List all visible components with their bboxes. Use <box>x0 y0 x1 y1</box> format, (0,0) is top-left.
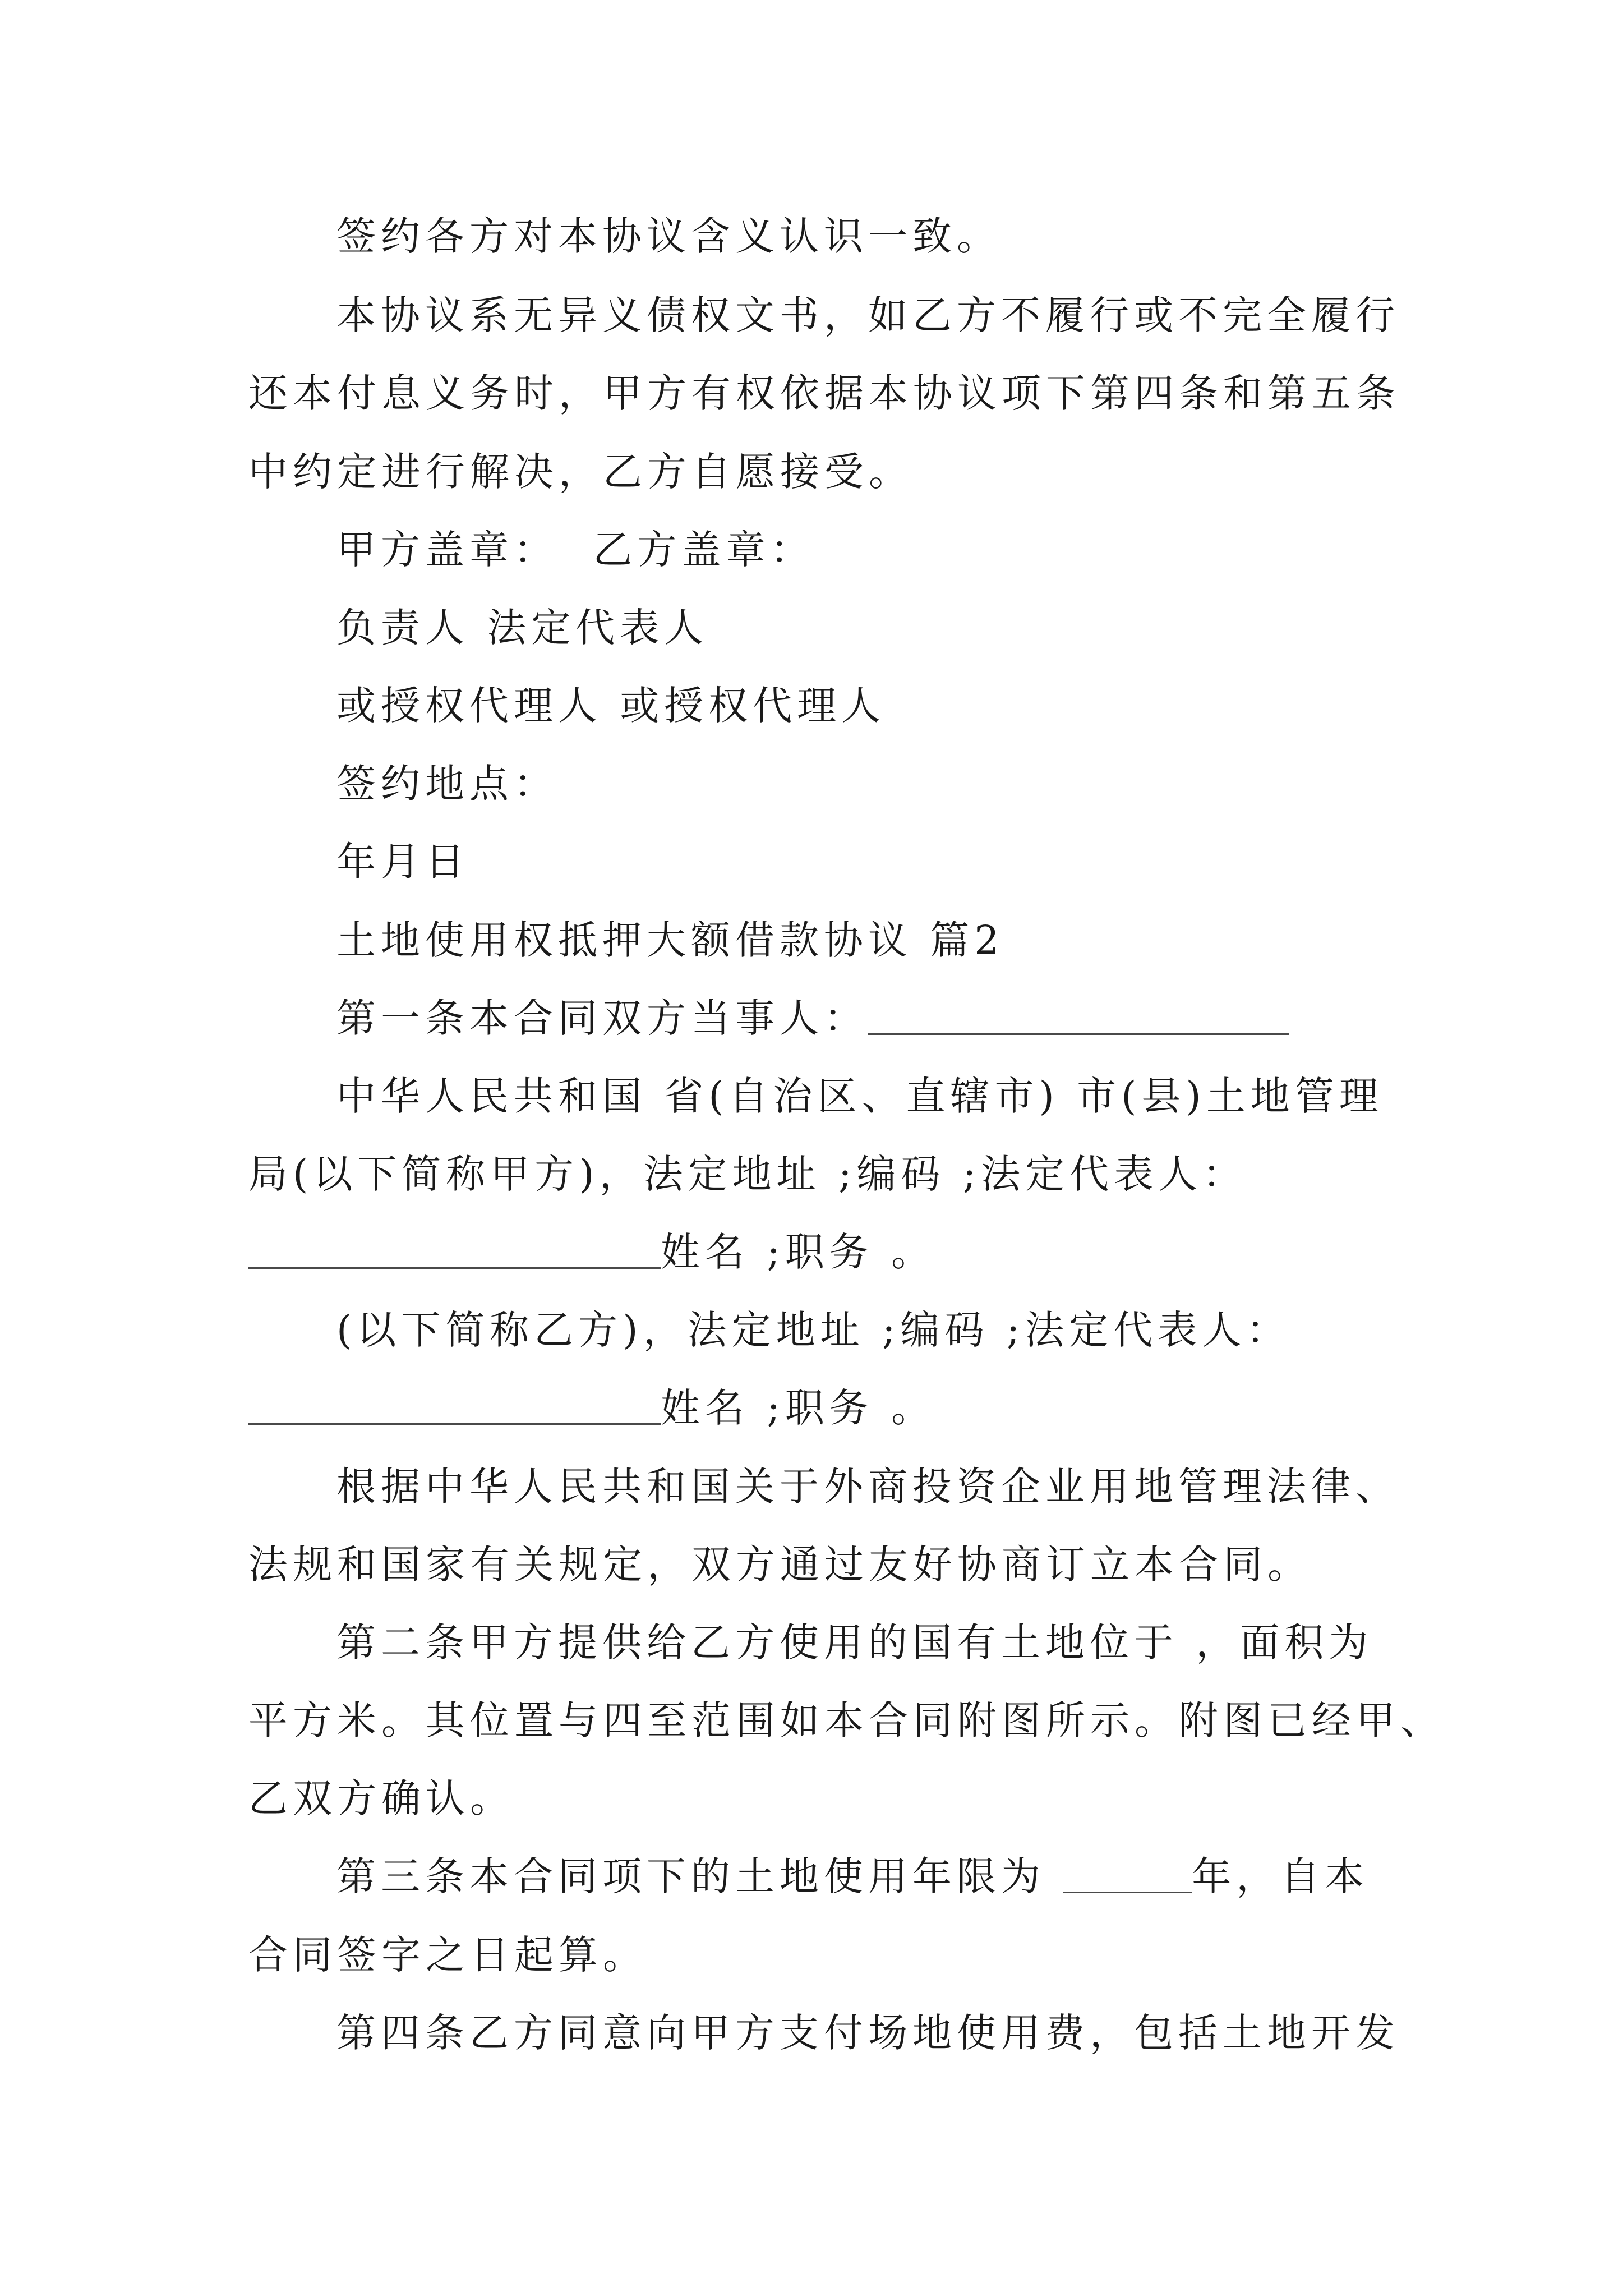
paragraph-debt-instrument-line-3: 中约定进行解决，乙方自愿接受。 <box>248 449 913 495</box>
party-b-line-2 <box>248 1386 935 1430</box>
article-2-line-3: 乙双方确认。 <box>248 1775 514 1821</box>
paragraph-debt-instrument-line-1: 本协议系无异义债权文书，如乙方不履行或不完全履行 <box>336 292 1400 338</box>
article-3-line-1 <box>336 1854 1369 1899</box>
signing-place-label: 签约地点： <box>336 761 558 807</box>
party-a-name-title: 姓名 ;职务 。 <box>661 1229 936 1275</box>
party-a-line-1: 中华人民共和国 省(自治区、直辖市) 市(县)土地管理 <box>336 1073 1384 1119</box>
basis-line-2: 法规和国家有关规定，双方通过友好协商订立本合同。 <box>248 1542 1312 1588</box>
party-b-name-title: 姓名 ;职务 。 <box>661 1385 936 1431</box>
article-1-parties <box>336 996 1289 1041</box>
basis-line-1: 根据中华人民共和国关于外商投资企业用地管理法律、 <box>336 1464 1400 1510</box>
party-b-line-1: (以下简称乙方)，法定地址 ;编码 ;法定代表人： <box>336 1307 1291 1353</box>
article-1-label: 第一条本合同双方当事人： <box>336 995 868 1041</box>
article-3-line-2: 合同签字之日起算。 <box>248 1932 647 1978</box>
party-a-line-3 <box>248 1230 935 1274</box>
article-2-line-2: 平方米。其位置与四至范围如本合同附图所示。附图已经甲、 <box>248 1697 1445 1743</box>
paragraph-consensus: 签约各方对本协议含义认识一致。 <box>336 213 1001 259</box>
section-heading: 土地使用权抵押大额借款协议 篇2 <box>336 917 1004 963</box>
responsible-person-labels: 负责人 法定代表人 <box>336 605 709 651</box>
party-a-representative-blank <box>248 1234 661 1269</box>
article-4-line-1: 第四条乙方同意向甲方支付场地使用费，包括土地开发 <box>336 2010 1400 2056</box>
authorized-agent-labels: 或授权代理人 或授权代理人 <box>336 683 886 729</box>
paragraph-debt-instrument-line-2: 还本付息义务时，甲方有权依据本协议项下第四条和第五条 <box>248 370 1400 416</box>
article-3-term-suffix: 年，自本 <box>1192 1853 1370 1899</box>
seal-labels: 甲方盖章： 乙方盖章： <box>336 527 815 573</box>
land-use-years-blank <box>1063 1858 1192 1893</box>
date-label: 年月日 <box>336 839 469 885</box>
article-3-term-label: 第三条本合同项下的土地使用年限为 <box>336 1853 1063 1899</box>
party-b-representative-blank <box>248 1389 661 1425</box>
party-a-line-2: 局(以下简称甲方)，法定地址 ;编码 ;法定代表人： <box>248 1151 1247 1197</box>
parties-blank-line <box>868 1000 1289 1035</box>
article-2-line-1: 第二条甲方提供给乙方使用的国有土地位于 ，面积为 <box>336 1619 1373 1665</box>
